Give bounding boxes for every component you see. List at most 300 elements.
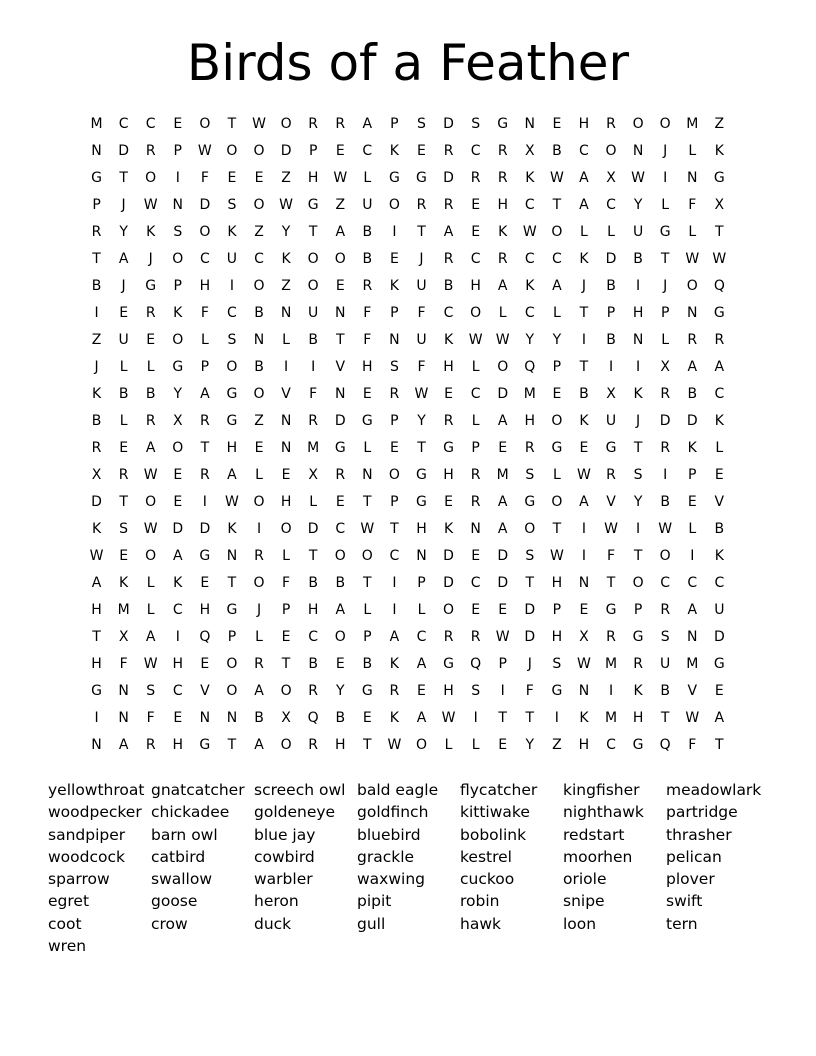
grid-letter: K bbox=[227, 224, 237, 240]
word-list-item: flycatcher bbox=[460, 781, 538, 799]
grid-letter: N bbox=[91, 737, 102, 753]
grid-letter: R bbox=[606, 629, 616, 645]
grid-letter: W bbox=[495, 332, 510, 348]
word-list-item: thrasher bbox=[666, 825, 732, 844]
grid-letter: N bbox=[335, 386, 346, 402]
grid-letter: E bbox=[254, 440, 264, 456]
grid-letter: E bbox=[335, 656, 345, 672]
grid-letter: X bbox=[606, 170, 616, 186]
word-list bbox=[48, 779, 778, 957]
grid-letter: U bbox=[308, 305, 319, 321]
grid-letter: A bbox=[118, 737, 129, 753]
grid-letter: K bbox=[525, 170, 535, 186]
grid-row bbox=[83, 705, 733, 732]
grid-letter: E bbox=[200, 656, 210, 672]
grid-letter: G bbox=[172, 359, 184, 375]
word-list-item: sparrow bbox=[48, 870, 110, 889]
grid-letter: T bbox=[579, 359, 589, 375]
grid-letter: T bbox=[633, 548, 643, 564]
grid-letter: I bbox=[392, 224, 397, 240]
grid-letter: Y bbox=[633, 494, 643, 510]
grid-letter: T bbox=[281, 656, 291, 672]
grid-letter: I bbox=[94, 305, 99, 321]
grid-letter: K bbox=[633, 386, 643, 402]
grid-letter: J bbox=[148, 251, 153, 267]
grid-letter: W bbox=[143, 656, 158, 672]
grid-letter: O bbox=[253, 197, 265, 213]
grid-letter: R bbox=[335, 116, 346, 132]
grid-letter: O bbox=[253, 278, 265, 294]
grid-letter: J bbox=[256, 602, 262, 618]
grid-letter: R bbox=[687, 332, 698, 348]
grid-letter: P bbox=[390, 494, 399, 510]
grid-letter: P bbox=[390, 116, 399, 132]
grid-letter: G bbox=[524, 494, 536, 510]
grid-letter: G bbox=[551, 683, 563, 699]
grid-letter: R bbox=[308, 413, 319, 429]
grid-letter: S bbox=[389, 359, 399, 375]
grid-letter: C bbox=[470, 143, 481, 159]
grid-letter: I bbox=[636, 278, 641, 294]
grid-letter: M bbox=[604, 656, 618, 672]
grid-letter: O bbox=[226, 683, 238, 699]
grid-letter: D bbox=[497, 575, 509, 591]
grid-letter: D bbox=[659, 413, 671, 429]
grid-letter: X bbox=[606, 386, 616, 402]
grid-letter: O bbox=[280, 116, 292, 132]
grid-letter: R bbox=[362, 278, 373, 294]
grid-letter: K bbox=[389, 143, 399, 159]
grid-letter: G bbox=[91, 683, 102, 699]
grid-letter: N bbox=[389, 332, 400, 348]
grid-letter: D bbox=[118, 143, 129, 159]
grid-letter: B bbox=[633, 251, 643, 267]
grid-letter: Y bbox=[525, 332, 535, 348]
grid-letter: B bbox=[254, 710, 264, 726]
grid-letter: T bbox=[119, 494, 128, 510]
grid-letter: M bbox=[90, 116, 103, 132]
grid-letter: A bbox=[714, 359, 725, 375]
grid-letter: O bbox=[415, 737, 427, 753]
grid-letter: G bbox=[713, 170, 725, 186]
grid-letter: B bbox=[362, 656, 373, 672]
grid-letter: R bbox=[633, 656, 643, 672]
grid-letter: K bbox=[389, 710, 399, 726]
grid-letter: I bbox=[554, 710, 559, 726]
grid-letter: G bbox=[226, 386, 238, 402]
grid-row bbox=[83, 516, 733, 543]
grid-letter: A bbox=[579, 170, 589, 186]
word-list-item: cowbird bbox=[254, 847, 315, 866]
grid-letter: R bbox=[254, 656, 264, 672]
grid-letter: E bbox=[119, 548, 129, 564]
grid-letter: F bbox=[688, 737, 697, 753]
grid-letter: A bbox=[145, 629, 156, 645]
word-list-item: egret bbox=[48, 892, 90, 911]
grid-letter: G bbox=[632, 737, 644, 753]
grid-row bbox=[83, 489, 733, 516]
grid-letter: D bbox=[307, 521, 319, 537]
grid-letter: D bbox=[443, 548, 454, 564]
grid-letter: Z bbox=[254, 224, 264, 240]
word-list-item: sandpiper bbox=[48, 825, 126, 844]
grid-letter: F bbox=[200, 305, 209, 321]
word-list-item: loon bbox=[563, 914, 597, 933]
grid-letter: T bbox=[200, 440, 210, 456]
grid-letter: C bbox=[714, 386, 725, 402]
grid-letter: K bbox=[389, 278, 399, 294]
grid-letter: D bbox=[443, 170, 454, 186]
grid-letter: L bbox=[607, 224, 615, 240]
grid-letter: S bbox=[417, 116, 426, 132]
grid-letter: S bbox=[146, 683, 156, 699]
grid-letter: G bbox=[443, 656, 454, 672]
grid-letter: V bbox=[335, 359, 346, 375]
grid-letter: A bbox=[714, 710, 725, 726]
grid-letter: A bbox=[91, 575, 102, 591]
grid-letter: F bbox=[363, 332, 372, 348]
grid-letter: T bbox=[525, 710, 535, 726]
grid-letter: L bbox=[282, 332, 290, 348]
grid-letter: G bbox=[659, 224, 671, 240]
grid-letter: O bbox=[172, 251, 184, 267]
grid-letter: X bbox=[660, 359, 670, 375]
grid-letter: B bbox=[308, 575, 318, 591]
grid-letter: R bbox=[91, 440, 102, 456]
grid-letter: P bbox=[390, 413, 399, 429]
grid-letter: D bbox=[443, 575, 454, 591]
grid-letter: I bbox=[311, 359, 316, 375]
grid-letter: R bbox=[497, 251, 508, 267]
grid-letter: R bbox=[308, 116, 319, 132]
grid-letter: H bbox=[632, 710, 644, 726]
grid-letter: N bbox=[362, 467, 373, 483]
grid-letter: E bbox=[200, 575, 210, 591]
grid-letter: M bbox=[496, 467, 509, 483]
grid-letter: N bbox=[226, 548, 238, 564]
grid-letter: C bbox=[308, 629, 319, 645]
grid-letter: E bbox=[173, 116, 183, 132]
grid-letter: R bbox=[606, 116, 616, 132]
grid-letter: I bbox=[636, 359, 641, 375]
grid-letter: E bbox=[335, 494, 345, 510]
grid-letter: W bbox=[333, 170, 348, 186]
grid-letter: M bbox=[604, 710, 618, 726]
grid-letter: W bbox=[604, 521, 618, 537]
grid-letter: W bbox=[685, 710, 700, 726]
grid-letter: O bbox=[172, 332, 184, 348]
grid-letter: G bbox=[551, 440, 563, 456]
word-list-item: woodcock bbox=[48, 847, 125, 866]
grid-letter: K bbox=[173, 575, 183, 591]
word-list-item: gnatcatcher bbox=[151, 781, 245, 799]
grid-letter: H bbox=[524, 413, 536, 429]
grid-letter: A bbox=[579, 197, 589, 213]
grid-letter: H bbox=[280, 494, 292, 510]
grid-letter: R bbox=[91, 224, 102, 240]
grid-letter: K bbox=[119, 575, 129, 591]
grid-letter: T bbox=[525, 575, 535, 591]
grid-letter: G bbox=[307, 197, 319, 213]
grid-letter: T bbox=[92, 251, 101, 267]
grid-letter: R bbox=[145, 143, 156, 159]
grid-letter: C bbox=[389, 548, 400, 564]
grid-letter: E bbox=[444, 494, 453, 510]
grid-letter: U bbox=[632, 224, 644, 240]
grid-letter: B bbox=[443, 278, 454, 294]
grid-letter: A bbox=[416, 656, 427, 672]
grid-letter: E bbox=[471, 548, 481, 564]
grid-letter: R bbox=[524, 440, 535, 456]
grid-letter: D bbox=[91, 494, 102, 510]
grid-letter: H bbox=[443, 467, 454, 483]
grid-letter: L bbox=[444, 737, 453, 753]
grid-letter: R bbox=[660, 602, 671, 618]
grid-letter: X bbox=[118, 629, 129, 645]
grid-letter: H bbox=[551, 575, 563, 591]
grid-letter: O bbox=[253, 386, 265, 402]
grid-letter: L bbox=[309, 494, 318, 510]
grid-letter: S bbox=[173, 224, 183, 240]
grid-letter: L bbox=[715, 440, 724, 456]
grid-row bbox=[83, 246, 733, 273]
grid-letter: E bbox=[498, 602, 508, 618]
grid-letter: O bbox=[686, 278, 698, 294]
grid-letter: O bbox=[443, 602, 455, 618]
grid-letter: H bbox=[91, 602, 102, 618]
grid-letter: C bbox=[470, 251, 481, 267]
grid-letter: H bbox=[226, 440, 238, 456]
grid-letter: L bbox=[255, 467, 263, 483]
grid-letter: E bbox=[498, 440, 508, 456]
grid-letter: R bbox=[118, 467, 129, 483]
grid-letter: T bbox=[633, 440, 643, 456]
grid-letter: A bbox=[254, 737, 264, 753]
grid-letter: R bbox=[416, 197, 427, 213]
grid-letter: F bbox=[525, 683, 534, 699]
grid-letter: K bbox=[91, 521, 102, 537]
grid-letter: X bbox=[579, 629, 589, 645]
grid-row bbox=[83, 138, 733, 165]
grid-letter: N bbox=[687, 305, 698, 321]
grid-letter: B bbox=[660, 683, 670, 699]
grid-letter: W bbox=[577, 656, 591, 672]
grid-letter: O bbox=[659, 548, 671, 564]
grid-letter: G bbox=[199, 737, 211, 753]
grid-letter: O bbox=[172, 440, 184, 456]
grid-letter: E bbox=[173, 494, 183, 510]
grid-letter: Z bbox=[281, 170, 291, 186]
grid-letter: Y bbox=[525, 737, 535, 753]
grid-letter: J bbox=[581, 278, 587, 294]
word-list-item: snipe bbox=[563, 892, 605, 911]
grid-letter: G bbox=[91, 170, 102, 186]
grid-letter: D bbox=[686, 413, 698, 429]
grid-letter: E bbox=[579, 602, 589, 618]
grid-letter: O bbox=[199, 116, 211, 132]
grid-letter: P bbox=[498, 656, 507, 672]
grid-letter: Y bbox=[552, 332, 562, 348]
word-list-item: chickadee bbox=[151, 803, 230, 822]
grid-letter: F bbox=[282, 575, 291, 591]
grid-letter: R bbox=[470, 629, 481, 645]
grid-letter: C bbox=[470, 575, 481, 591]
grid-letter: T bbox=[92, 629, 101, 645]
grid-letter: W bbox=[414, 386, 429, 402]
word-list-item: wren bbox=[48, 937, 87, 956]
grid-letter: I bbox=[256, 521, 262, 537]
grid-letter: L bbox=[661, 197, 670, 213]
grid-letter: G bbox=[416, 494, 427, 510]
grid-letter: W bbox=[549, 548, 564, 564]
grid-letter: K bbox=[443, 521, 454, 537]
grid-letter: H bbox=[307, 170, 319, 186]
grid-letter: O bbox=[145, 494, 157, 510]
grid-letter: Z bbox=[91, 332, 102, 348]
word-list-item: cuckoo bbox=[460, 870, 515, 889]
grid-letter: J bbox=[121, 278, 126, 294]
grid-letter: O bbox=[632, 116, 644, 132]
grid-letter: D bbox=[713, 629, 725, 645]
grid-letter: O bbox=[307, 251, 319, 267]
grid-letter: L bbox=[471, 737, 480, 753]
grid-row bbox=[83, 165, 733, 192]
grid-letter: P bbox=[390, 305, 399, 321]
grid-letter: G bbox=[713, 656, 725, 672]
grid-letter: B bbox=[335, 575, 346, 591]
grid-letter: T bbox=[417, 440, 426, 456]
grid-letter: M bbox=[307, 440, 320, 456]
grid-letter: E bbox=[471, 197, 481, 213]
word-list-item: goldeneye bbox=[254, 803, 336, 822]
grid-letter: K bbox=[498, 224, 508, 240]
grid-letter: N bbox=[118, 683, 129, 699]
grid-letter: I bbox=[94, 710, 99, 726]
grid-letter: C bbox=[362, 143, 373, 159]
grid-letter: C bbox=[227, 305, 237, 321]
grid-letter: R bbox=[470, 170, 481, 186]
grid-letter: C bbox=[172, 683, 183, 699]
grid-letter: A bbox=[362, 116, 373, 132]
grid-letter: C bbox=[606, 197, 616, 213]
grid-letter: R bbox=[308, 737, 319, 753]
grid-letter: J bbox=[663, 278, 668, 294]
grid-letter: W bbox=[441, 710, 456, 726]
grid-letter: C bbox=[416, 629, 427, 645]
grid-letter: W bbox=[712, 251, 727, 267]
grid-letter: T bbox=[715, 224, 724, 240]
grid-letter: W bbox=[522, 224, 537, 240]
grid-letter: B bbox=[362, 251, 373, 267]
grid-letter: V bbox=[687, 683, 698, 699]
grid-letter: I bbox=[473, 710, 478, 726]
grid-letter: W bbox=[360, 521, 375, 537]
grid-letter: T bbox=[227, 737, 237, 753]
grid-letter: K bbox=[687, 440, 697, 456]
grid-letter: T bbox=[715, 737, 724, 753]
grid-row bbox=[83, 624, 733, 651]
grid-letter: N bbox=[335, 305, 346, 321]
grid-letter: B bbox=[91, 278, 102, 294]
grid-letter: N bbox=[199, 710, 211, 726]
grid-letter: I bbox=[690, 548, 695, 564]
word-list-item: plover bbox=[666, 870, 715, 889]
grid-letter: K bbox=[714, 548, 724, 564]
grid-letter: R bbox=[254, 548, 264, 564]
grid-letter: B bbox=[308, 332, 318, 348]
grid-letter: J bbox=[419, 251, 424, 267]
word-list-item: goose bbox=[151, 892, 198, 911]
grid-letter: W bbox=[143, 467, 158, 483]
grid-letter: E bbox=[119, 305, 129, 321]
grid-letter: H bbox=[172, 656, 184, 672]
grid-letter: K bbox=[579, 251, 589, 267]
grid-letter: B bbox=[145, 386, 156, 402]
grid-letter: T bbox=[552, 197, 562, 213]
word-list-item: yellowthroat bbox=[48, 781, 145, 799]
grid-letter: L bbox=[417, 602, 426, 618]
grid-letter: P bbox=[92, 197, 101, 213]
grid-letter: I bbox=[581, 548, 587, 564]
grid-letter: T bbox=[660, 251, 670, 267]
grid-letter: C bbox=[335, 521, 346, 537]
grid-letter: W bbox=[549, 170, 564, 186]
grid-letter: L bbox=[119, 413, 128, 429]
grid-letter: R bbox=[443, 197, 454, 213]
word-list-item: coot bbox=[48, 914, 82, 933]
grid-letter: T bbox=[552, 521, 562, 537]
grid-letter: H bbox=[470, 278, 481, 294]
grid-letter: R bbox=[660, 440, 671, 456]
grid-letter: R bbox=[497, 170, 508, 186]
grid-letter: T bbox=[335, 332, 345, 348]
grid-letter: G bbox=[226, 413, 238, 429]
grid-letter: Y bbox=[281, 224, 291, 240]
grid-letter: K bbox=[146, 224, 156, 240]
grid-letter: N bbox=[91, 143, 102, 159]
grid-letter: E bbox=[362, 710, 372, 726]
grid-letter: Z bbox=[335, 197, 346, 213]
grid-letter: A bbox=[497, 521, 508, 537]
grid-letter: S bbox=[119, 521, 129, 537]
grid-letter: P bbox=[173, 143, 182, 159]
grid-letter: P bbox=[200, 359, 210, 375]
grid-letter: B bbox=[254, 359, 264, 375]
word-list-item: swift bbox=[666, 892, 703, 911]
grid-letter: X bbox=[524, 143, 535, 159]
grid-letter: G bbox=[388, 170, 400, 186]
word-list-item: woodpecker bbox=[48, 803, 142, 822]
grid-letter: N bbox=[632, 332, 644, 348]
grid-letter: X bbox=[91, 467, 102, 483]
grid-letter: H bbox=[632, 305, 644, 321]
grid-letter: W bbox=[225, 494, 239, 510]
grid-letter: B bbox=[606, 332, 616, 348]
grid-letter: W bbox=[387, 737, 402, 753]
grid-letter: O bbox=[253, 575, 265, 591]
grid-letter: O bbox=[334, 629, 346, 645]
grid-letter: L bbox=[688, 224, 697, 240]
grid-letter: D bbox=[497, 386, 509, 402]
grid-letter: S bbox=[227, 197, 237, 213]
grid-row bbox=[83, 273, 733, 300]
grid-letter: G bbox=[713, 305, 725, 321]
word-list-item: duck bbox=[254, 914, 292, 933]
grid-letter: C bbox=[524, 197, 535, 213]
grid-letter: O bbox=[524, 521, 536, 537]
grid-letter: I bbox=[636, 521, 641, 537]
grid-letter: C bbox=[687, 575, 698, 591]
